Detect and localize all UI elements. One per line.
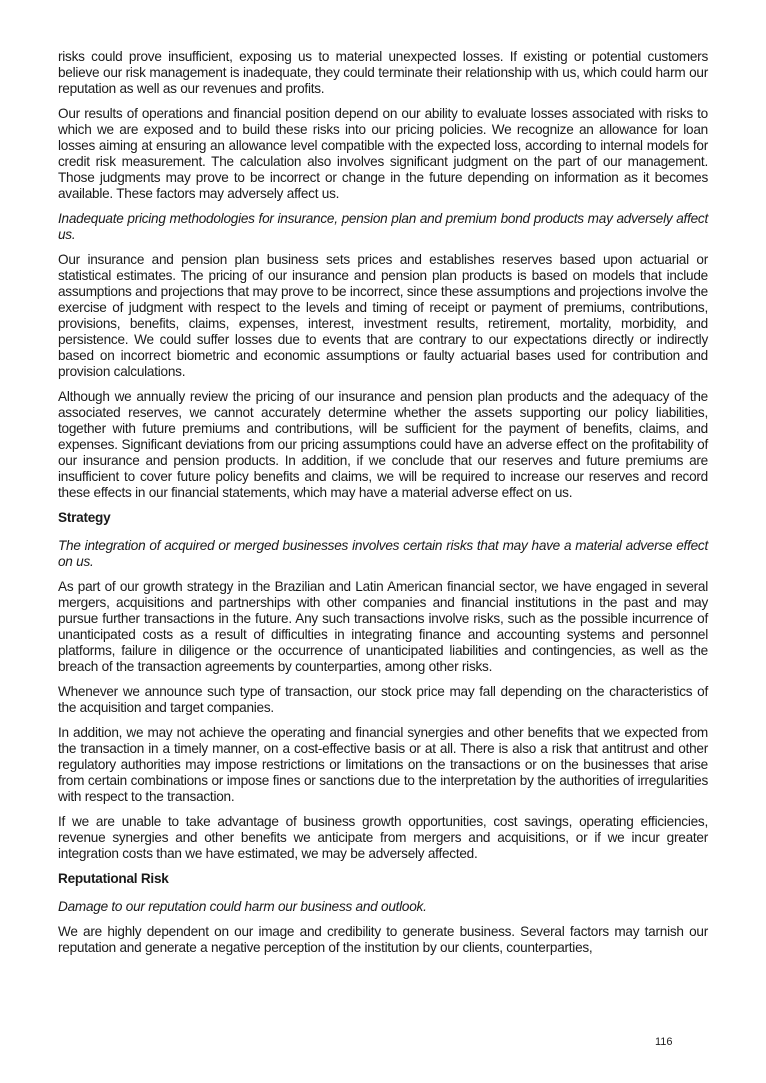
paragraph: Whenever we announce such type of transaction, our stock price may fall depending on the characteristics of the acquisition and target companies. [58,684,708,715]
paragraph: risks could prove insufficient, exposing us to material unexpected losses. If existing or potential customers believe our risk management is inadequate, they could terminate their relationship with us, which could harm our reputation as well as our revenues and profits. [58,49,708,96]
risk-subheading: Inadequate pricing methodologies for insurance, pension plan and premium bond products may adversely affect us. [58,211,708,242]
paragraph: We are highly dependent on our image and credibility to generate business. Several factors may tarnish our reputation and generate a negative perception of the institution by our clients, counterparties, [58,924,708,955]
paragraph: As part of our growth strategy in the Brazilian and Latin American financial sector, we have engaged in several mergers, acquisitions and partnerships with other companies and financial institutions in the past and may pursue further transactions in the future. Any such transactions involve risks, such as the possible incurrence of unanticipated costs as a result of difficulties in integrating finance and accounting systems and personnel platforms, failure in diligence or the occurrence of unanticipated liabilities and contingencies, as well as the breach of the transaction agreements by counterparties, among other risks. [58,579,708,674]
paragraph: In addition, we may not achieve the operating and financial synergies and other benefits that we expected from the transaction in a timely manner, on a cost-effective basis or at all. There is also a risk that antitrust and other regulatory authorities may impose restrictions or limitations on the transactions or on the businesses that arise from certain combinations or impose fines or sanctions due to the interpretation by the authorities of irregularities with respect to the transaction. [58,725,708,804]
document-body [58,49,708,965]
section-heading: Strategy [58,510,111,525]
risk-subheading: The integration of acquired or merged businesses involves certain risks that may have a material adverse effect on us. [58,538,708,569]
paragraph: If we are unable to take advantage of business growth opportunities, cost savings, operating efficiencies, revenue synergies and other benefits we anticipate from mergers and acquisitions, or if we incur greater integration costs than we have estimated, we may be adversely affected. [58,814,708,861]
paragraph: Our insurance and pension plan business sets prices and establishes reserves based upon actuarial or statistical estimates. The pricing of our insurance and pension plan products is based on models that include assumptions and projections that may prove to be incorrect, since these assumptions and projections involve the exercise of judgment with respect to the levels and timing of receipt or payment of premiums, contributions, provisions, benefits, claims, expenses, interest, investment results, retirement, mortality, morbidity, and persistence. We could suffer losses due to events that are contrary to our expectations directly or indirectly based on incorrect biometric and economic assumptions or faulty actuarial bases used for contribution and provision calculations. [58,252,708,379]
risk-subheading: Damage to our reputation could harm our business and outlook. [58,899,427,914]
paragraph: Our results of operations and financial position depend on our ability to evaluate losses associated with risks to which we are exposed and to build these risks into our pricing policies. We recognize an allowance for loan losses aiming at ensuring an allowance level compatible with the expected loss, according to internal models for credit risk measurement. The calculation also involves significant judgment on the part of our management. Those judgments may prove to be incorrect or change in the future depending on information as it becomes available. These factors may adversely affect us. [58,106,708,201]
section-heading: Reputational Risk [58,871,169,886]
page-number: 116 [655,1036,673,1048]
paragraph: Although we annually review the pricing of our insurance and pension plan products and the adequacy of the associated reserves, we cannot accurately determine whether the assets supporting our policy liabilities, together with future premiums and contributions, will be sufficient for the payment of benefits, claims, and expenses. Significant deviations from our pricing assumptions could have an adverse effect on the profitability of our insurance and pension products. In addition, if we conclude that our reserves and future premiums are insufficient to cover future policy benefits and claims, we will be required to increase our reserves and record these effects in our financial statements, which may have a material adverse effect on us. [58,389,708,500]
